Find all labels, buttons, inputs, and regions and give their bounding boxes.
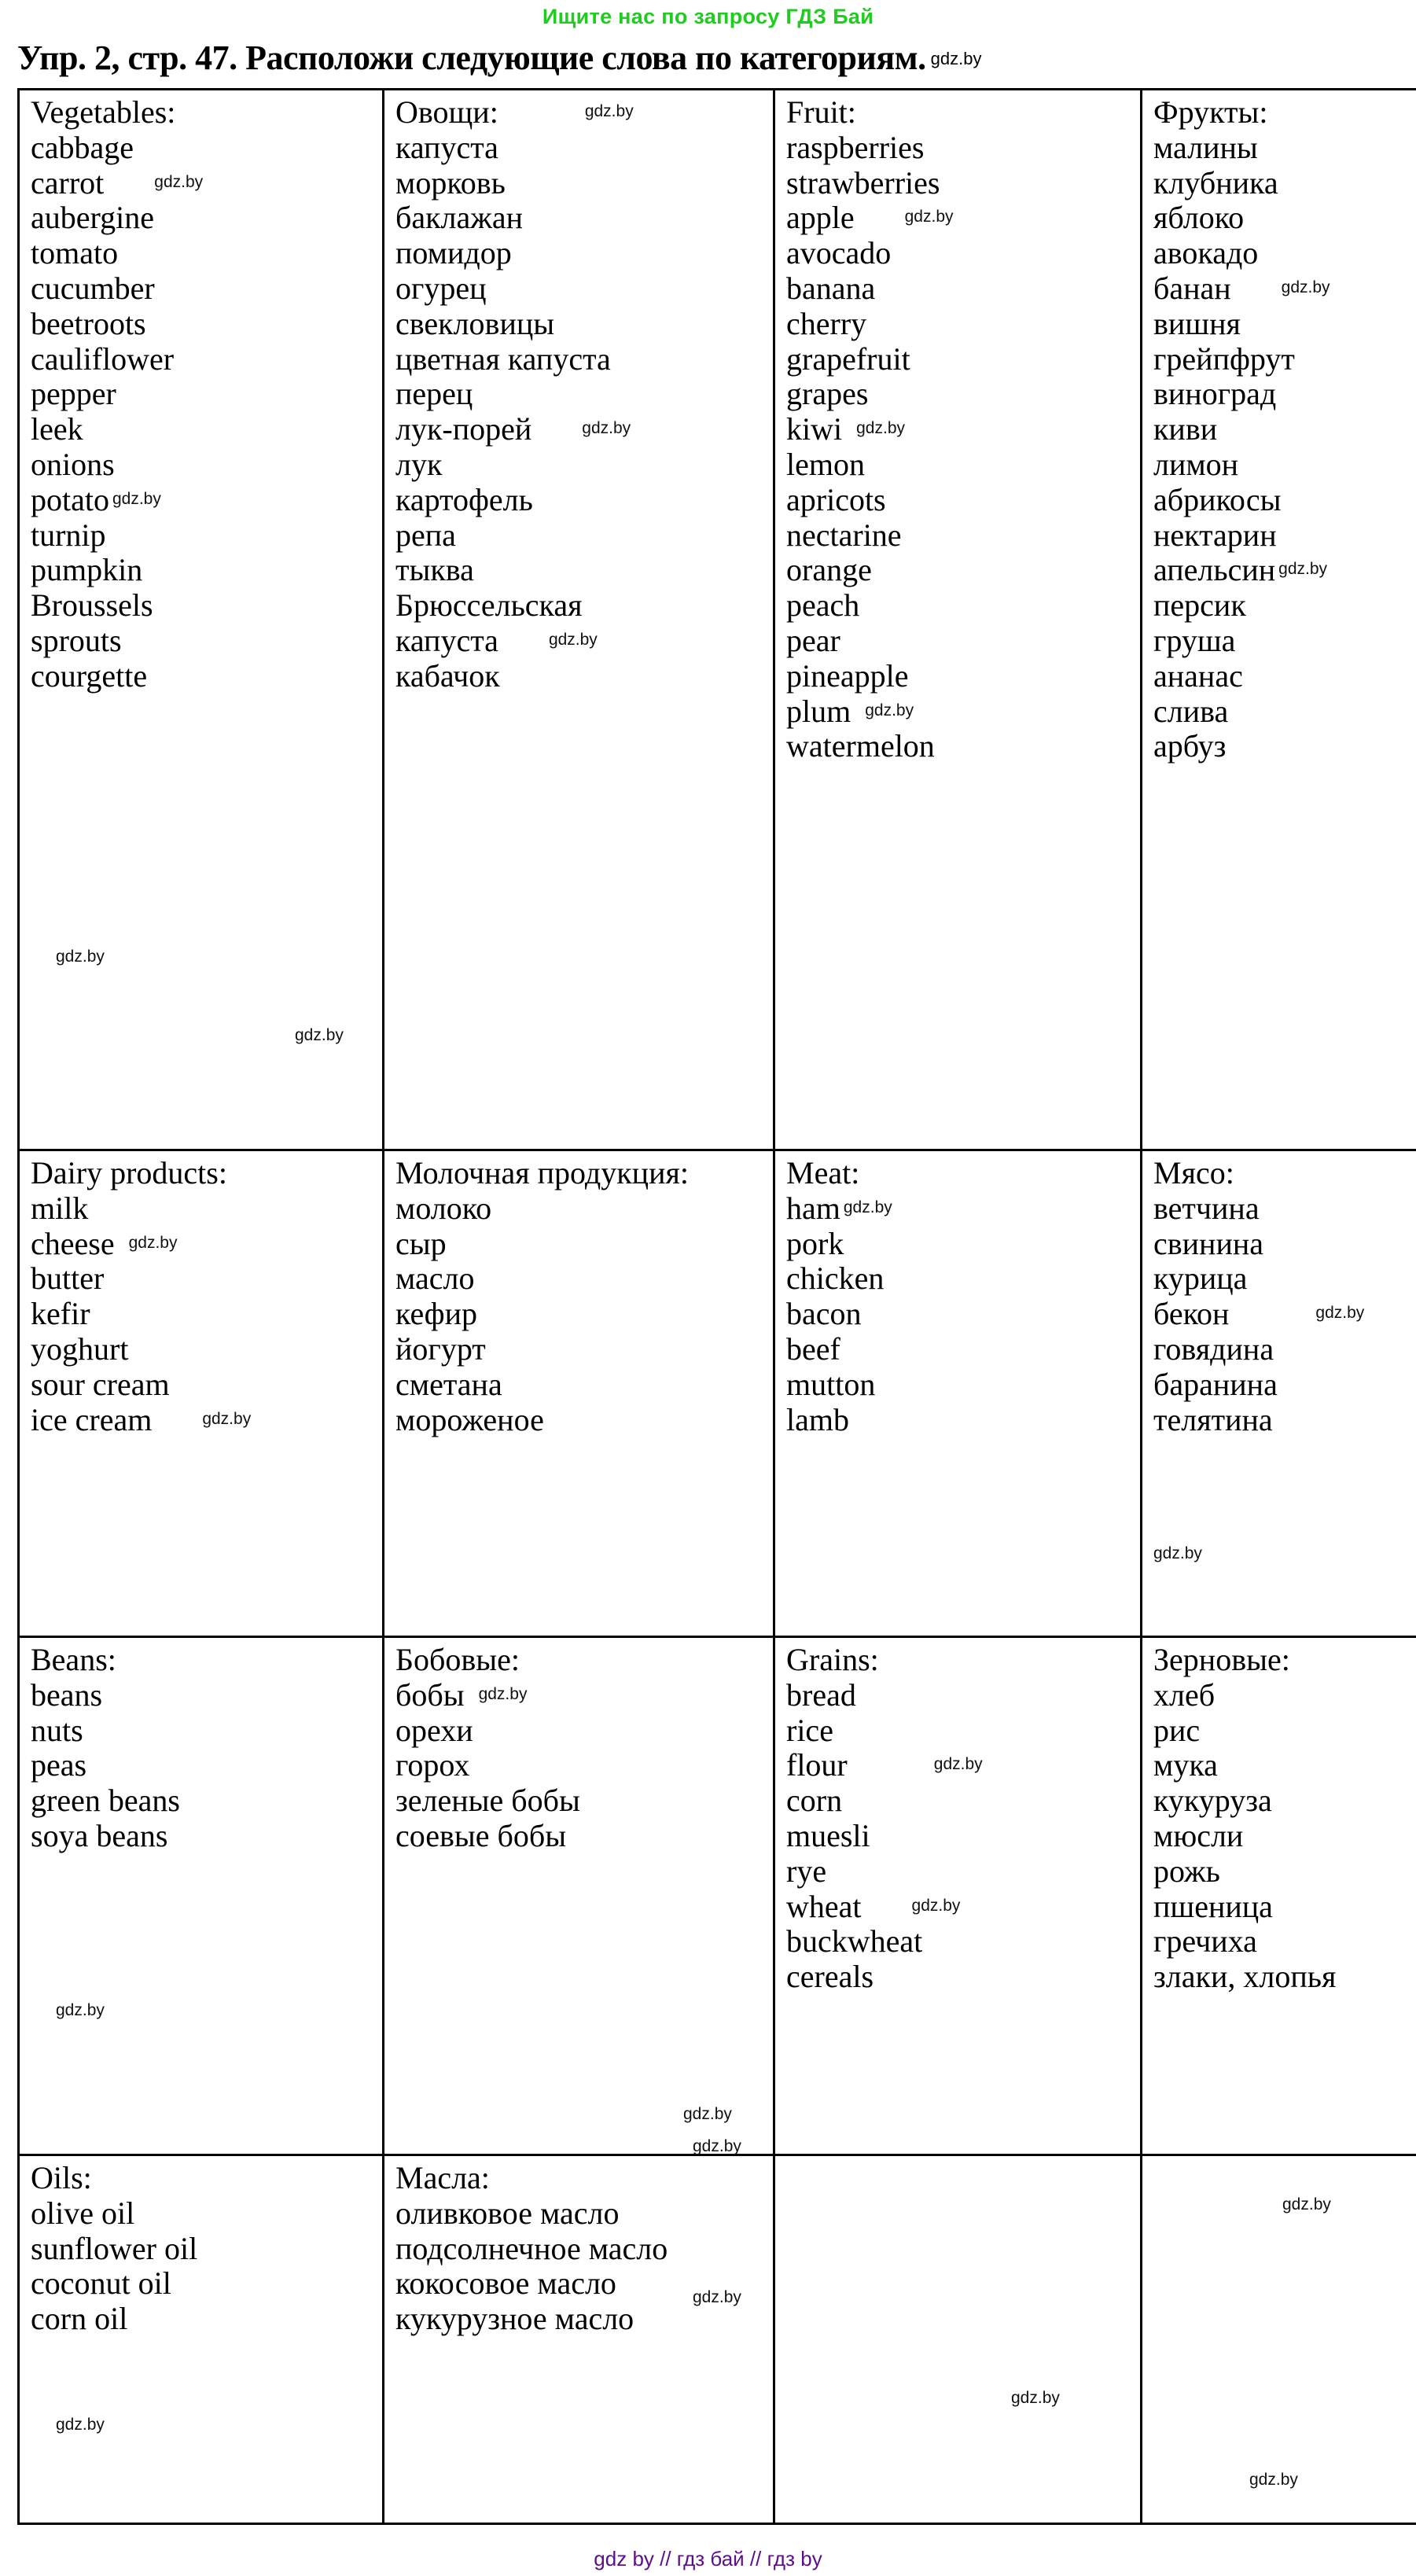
word-item: оливковое масло: [395, 2195, 620, 2231]
word-item: мюсли: [1153, 1817, 1244, 1853]
word-item: [786, 412, 1132, 447]
cell-grains-en: [774, 1637, 1142, 2155]
cell-header-text: Овощи:: [395, 94, 498, 130]
word-item: yoghurt: [31, 1330, 129, 1367]
word-item: мороженое: [395, 1401, 544, 1437]
cell-header: Фрукты:: [1153, 94, 1268, 130]
word-item: слива: [1153, 693, 1229, 729]
word-item: beans: [31, 1676, 103, 1713]
word-item: strawberries: [786, 164, 940, 201]
word-item: nectarine: [786, 517, 902, 553]
exercise-title: [17, 38, 1401, 78]
word-item: courgette: [31, 657, 148, 694]
cell-header: Бобовые:: [395, 1642, 520, 1677]
word-item: cauliflower: [31, 340, 175, 377]
cell-meat-en: [774, 1150, 1142, 1637]
page-title: Упр. 2, стр. 47. Расположи следующие слова по категориям.: [17, 39, 926, 77]
word-item: репа: [395, 517, 456, 553]
word-item: aubergine: [31, 200, 154, 236]
word-item: cabbage: [31, 129, 134, 165]
word-item: свинина: [1153, 1225, 1264, 1261]
word-text: бобы: [395, 1676, 465, 1713]
cell-grains-ru: [1142, 1637, 1416, 2155]
word-item: soya beans: [31, 1817, 168, 1853]
word-text: kiwi: [786, 411, 843, 447]
word-item: орехи: [395, 1712, 473, 1748]
word-text: апельсин: [1153, 552, 1276, 588]
word-item: злаки, хлопья: [1153, 1959, 1337, 1995]
word-item: [395, 1678, 765, 1713]
word-item: арбуз: [1153, 728, 1227, 764]
word-item: кокосовое масло: [395, 2265, 616, 2302]
word-item: turnip: [31, 517, 106, 553]
word-item: kefir: [31, 1296, 90, 1332]
word-item: морковь: [395, 164, 506, 201]
word-item: [786, 1191, 1132, 1227]
word-item: grapefruit: [786, 340, 910, 377]
word-text: лук-порей: [395, 411, 532, 447]
word-item: cherry: [786, 305, 867, 341]
word-item: кабачок: [395, 657, 500, 694]
watermark: gdz.by: [154, 172, 204, 191]
cell-header: Grains:: [786, 1642, 879, 1677]
word-item: пшеница: [1153, 1888, 1273, 1924]
watermark: gdz.by: [56, 948, 105, 966]
word-item: персик: [1153, 587, 1246, 624]
cell-fruit-ru: [1142, 90, 1416, 1150]
word-item: orange: [786, 552, 872, 588]
table-row: [19, 1637, 1416, 2155]
watermark: gdz.by: [1011, 2389, 1060, 2407]
cell-vegetables-en: [19, 90, 384, 1150]
word-item: watermelon: [786, 728, 935, 764]
cell-header: Meat:: [786, 1155, 860, 1190]
watermark: gdz.by: [1153, 1544, 1202, 1562]
word-text: cheese: [31, 1225, 115, 1261]
word-item: сметана: [395, 1366, 502, 1402]
word-item: beetroots: [31, 305, 146, 341]
word-item: cucumber: [31, 270, 155, 306]
watermark: gdz.by: [911, 1896, 961, 1915]
watermark: gdz.by: [843, 1198, 892, 1216]
word-item: молоко: [395, 1190, 492, 1226]
cell-header: Beans:: [31, 1642, 116, 1677]
word-item: рис: [1153, 1712, 1201, 1748]
word-item: avocado: [786, 235, 892, 271]
word-item: малины: [1153, 129, 1258, 165]
word-item: grapes: [786, 376, 869, 412]
watermark: gdz.by: [683, 2105, 732, 2123]
word-item: грейпфрут: [1153, 340, 1295, 377]
word-item: green beans: [31, 1783, 180, 1819]
cell-header: Мясо:: [1153, 1155, 1234, 1190]
word-text: plum: [786, 693, 851, 729]
word-item: баклажан: [395, 200, 524, 236]
word-item: lamb: [786, 1401, 849, 1437]
watermark: gdz.by: [693, 2137, 741, 2155]
word-item: хлеб: [1153, 1676, 1216, 1713]
cell-header: Fruit:: [786, 94, 856, 130]
word-item: sunflower oil: [31, 2230, 198, 2266]
word-item: ананас: [1153, 657, 1243, 694]
word-text: ham: [786, 1190, 840, 1226]
word-item: nuts: [31, 1712, 83, 1748]
watermark: gdz.by: [1249, 2471, 1298, 2489]
word-item: rye: [786, 1853, 827, 1889]
watermark: gdz.by: [693, 2288, 741, 2306]
word-item: соевые бобы: [395, 1817, 567, 1853]
word-item: [1153, 271, 1416, 307]
word-item: pepper: [31, 376, 116, 412]
word-item: подсолнечное масло: [395, 2230, 668, 2266]
word-item: rice: [786, 1712, 833, 1748]
word-item: Broussels: [31, 587, 153, 624]
word-text: wheat: [786, 1888, 862, 1924]
word-item: banana: [786, 270, 876, 306]
word-item: Брюссельская: [395, 587, 583, 624]
cell-beans-en: [19, 1637, 384, 2155]
word-item: клубника: [1153, 164, 1278, 201]
word-text: банан: [1153, 270, 1231, 306]
word-item: butter: [31, 1260, 105, 1297]
word-item: зеленые бобы: [395, 1783, 580, 1819]
watermark: gdz.by: [56, 2001, 105, 2019]
watermark: gdz.by: [856, 419, 905, 438]
cell-header: [395, 95, 765, 131]
watermark-title: gdz.by: [930, 49, 982, 68]
word-item: olive oil: [31, 2195, 135, 2231]
word-text: carrot: [31, 164, 105, 201]
word-item: огурец: [395, 270, 487, 306]
word-text: potato: [31, 481, 109, 517]
word-item: вишня: [1153, 305, 1241, 341]
word-item: [395, 624, 765, 659]
cell-fruit-en: [774, 90, 1142, 1150]
watermark: gdz.by: [128, 1233, 178, 1252]
word-item: рожь: [1153, 1853, 1220, 1889]
word-item: muesli: [786, 1817, 870, 1853]
word-item: tomato: [31, 235, 119, 271]
word-item: телятина: [1153, 1401, 1273, 1437]
word-item: [786, 1890, 1132, 1925]
word-item: мука: [1153, 1747, 1218, 1783]
cell-vegetables-ru: [384, 90, 774, 1150]
word-text: ice cream: [31, 1401, 153, 1437]
word-item: кукуруза: [1153, 1783, 1272, 1819]
watermark: gdz.by: [584, 102, 634, 120]
watermark: gdz.by: [202, 1409, 252, 1428]
word-item: сыр: [395, 1225, 447, 1261]
watermark: gdz.by: [904, 208, 954, 226]
word-item: [786, 694, 1132, 730]
word-item: груша: [1153, 622, 1236, 658]
word-item: raspberries: [786, 129, 925, 165]
word-item: нектарин: [1153, 517, 1277, 553]
cell-oils-extra-en: [774, 2155, 1142, 2524]
cell-header: Масла:: [395, 2160, 490, 2195]
watermark: gdz.by: [1282, 2195, 1331, 2214]
word-item: баранина: [1153, 1366, 1278, 1402]
watermark: gdz.by: [582, 419, 631, 438]
word-item: pumpkin: [31, 552, 143, 588]
watermark: gdz.by: [933, 1755, 983, 1774]
word-item: [31, 166, 374, 201]
cell-oils-en: [19, 2155, 384, 2524]
cell-dairy-ru: [384, 1150, 774, 1637]
word-item: яблоко: [1153, 200, 1245, 236]
word-item: лимон: [1153, 446, 1239, 482]
word-item: buckwheat: [786, 1923, 923, 1960]
cell-dairy-en: [19, 1150, 384, 1637]
word-item: milk: [31, 1190, 89, 1226]
watermark: gdz.by: [548, 630, 598, 649]
watermark: gdz.by: [1281, 278, 1330, 296]
word-text: капуста: [395, 622, 498, 658]
word-text: flour: [786, 1747, 848, 1783]
word-item: apricots: [786, 481, 886, 517]
word-item: тыква: [395, 552, 474, 588]
word-item: coconut oil: [31, 2265, 171, 2302]
watermark: gdz.by: [56, 2416, 105, 2434]
cell-oils-extra-ru: [1142, 2155, 1416, 2524]
word-item: peach: [786, 587, 860, 624]
table-row: [19, 2155, 1416, 2524]
word-item: [1153, 553, 1416, 588]
word-item: ветчина: [1153, 1190, 1260, 1226]
watermark: gdz.by: [478, 1684, 528, 1703]
footer-banner: gdz by // гдз бай // гдз by: [594, 2547, 822, 2570]
cell-header: Dairy products:: [31, 1155, 227, 1190]
word-item: pork: [786, 1225, 844, 1261]
table-row: [19, 90, 1416, 1150]
word-item: кукурузное масло: [395, 2301, 634, 2337]
cell-header: Зерновые:: [1153, 1642, 1290, 1677]
word-item: гречиха: [1153, 1923, 1257, 1960]
word-item: cereals: [786, 1959, 874, 1995]
word-item: авокадо: [1153, 235, 1259, 271]
table-row: [19, 1150, 1416, 1637]
word-item: виноград: [1153, 376, 1277, 412]
word-item: [786, 1748, 1132, 1783]
word-item: [395, 412, 765, 447]
word-item: sour cream: [31, 1366, 170, 1402]
word-item: chicken: [786, 1260, 885, 1297]
word-item: beef: [786, 1330, 840, 1367]
word-item: кефир: [395, 1296, 478, 1332]
word-item: [31, 1403, 374, 1438]
word-item: pear: [786, 622, 840, 658]
word-item: помидор: [395, 235, 512, 271]
word-text: бекон: [1153, 1296, 1230, 1332]
watermark: gdz.by: [1278, 560, 1328, 579]
word-item: [1153, 1297, 1416, 1332]
word-item: bread: [786, 1676, 856, 1713]
word-item: leek: [31, 411, 83, 447]
word-item: bacon: [786, 1296, 862, 1332]
word-item: говядина: [1153, 1330, 1274, 1367]
word-item: капуста: [395, 129, 498, 165]
word-item: йогурт: [395, 1330, 486, 1367]
cell-oils-ru: [384, 2137, 774, 2524]
word-item: [31, 1227, 374, 1262]
word-item: mutton: [786, 1366, 876, 1402]
watermark: gdz.by: [865, 701, 914, 719]
word-item: corn: [786, 1783, 843, 1819]
cell-meat-ru: [1142, 1150, 1416, 1637]
word-item: курица: [1153, 1260, 1248, 1297]
word-item: pineapple: [786, 657, 909, 694]
word-item: свекловицы: [395, 305, 555, 341]
watermark: gdz.by: [1315, 1304, 1365, 1323]
promo-banner: Ищите нас по запросу ГДЗ Бай: [542, 5, 874, 28]
word-item: [31, 483, 374, 518]
cell-header: Oils:: [31, 2160, 92, 2195]
word-item: corn oil: [31, 2301, 128, 2337]
word-item: картофель: [395, 481, 533, 517]
word-item: sprouts: [31, 622, 122, 658]
cell-header: Vegetables:: [31, 94, 176, 130]
word-item: перец: [395, 376, 473, 412]
word-item: лук: [395, 446, 443, 482]
watermark: gdz.by: [295, 1026, 344, 1044]
word-text: apple: [786, 200, 855, 236]
word-item: цветная капуста: [395, 340, 611, 377]
word-item: peas: [31, 1747, 87, 1783]
word-item: [786, 201, 1132, 236]
word-item: киви: [1153, 411, 1218, 447]
vocabulary-table: [17, 88, 1416, 2525]
cell-beans-ru: [384, 1637, 774, 2155]
word-item: абрикосы: [1153, 481, 1282, 517]
watermark: gdz.by: [112, 489, 161, 508]
word-item: горох: [395, 1747, 470, 1783]
cell-header: Молочная продукция:: [395, 1155, 690, 1190]
word-item: lemon: [786, 446, 865, 482]
word-item: масло: [395, 1260, 475, 1297]
word-item: onions: [31, 446, 115, 482]
